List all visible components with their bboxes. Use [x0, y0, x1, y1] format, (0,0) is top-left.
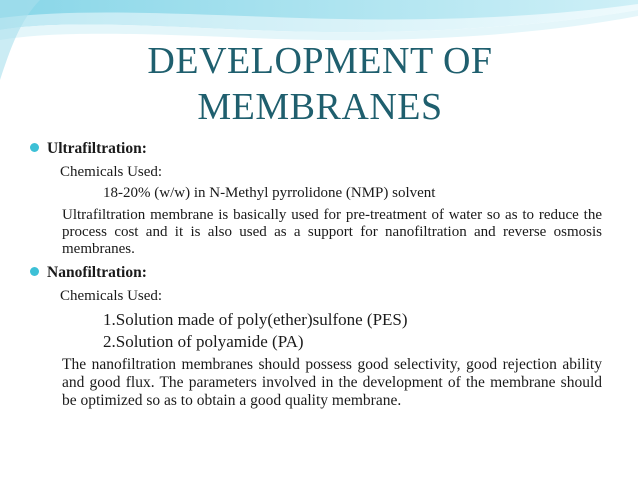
- nanofiltration-description: The nanofiltration membranes should possess good selectivity, good rejection ability and good flux. The parameters involved in the development of the membrane should be optimized so as to obtain a good quality membrane.: [62, 356, 602, 409]
- title-line-2: MEMBRANES: [197, 86, 443, 128]
- nanofiltration-chemical-1: 1.Solution made of poly(ether)sulfone (PES): [103, 310, 408, 329]
- ultrafiltration-chemical: 18-20% (w/w) in N-Methyl pyrrolidone (NMP) solvent: [103, 185, 436, 201]
- nanofiltration-chemicals-label: Chemicals Used:: [60, 288, 163, 304]
- ultrafiltration-heading-text: Ultrafiltration:: [47, 140, 147, 157]
- ultrafiltration-description: Ultrafiltration membrane is basically used for pre-treatment of water so as to reduce the process cost and it is also used as a support for nanofiltration and reverse osmosis membranes.: [62, 207, 602, 257]
- title-line-1: DEVELOPMENT OF: [147, 40, 493, 82]
- bullet-icon: [30, 143, 39, 152]
- nanofiltration-heading: [30, 264, 147, 282]
- nanofiltration-heading-text: Nanofiltration:: [47, 264, 147, 281]
- bullet-icon: [30, 267, 39, 276]
- nanofiltration-chemical-2: 2.Solution of polyamide (PA): [103, 332, 304, 351]
- ultrafiltration-heading: [30, 140, 147, 158]
- ultrafiltration-chemicals-label: Chemicals Used:: [60, 164, 163, 180]
